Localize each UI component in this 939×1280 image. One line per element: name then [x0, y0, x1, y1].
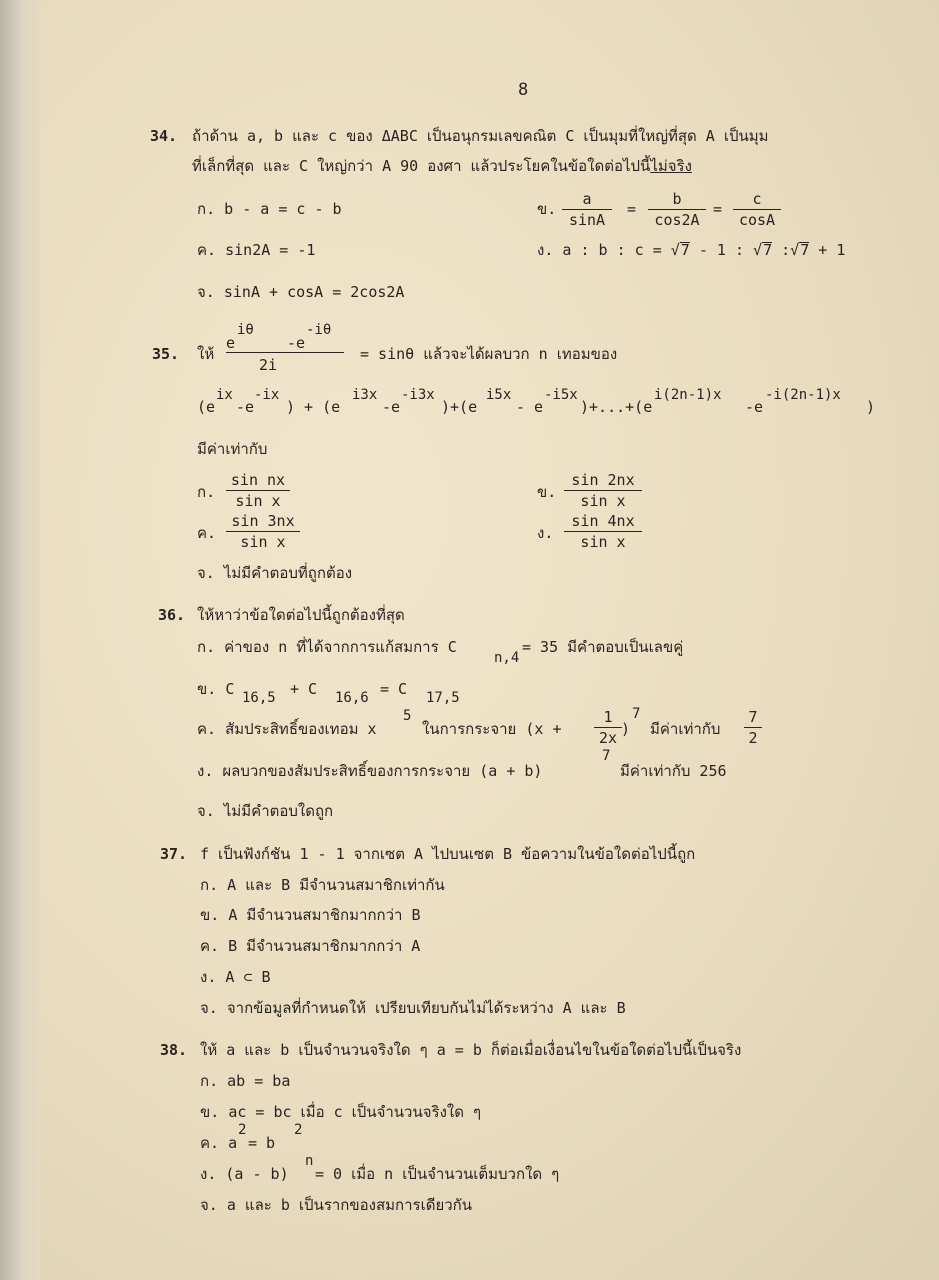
q34-stem-line1: ถ้าด้าน a, b และ c ของ ΔABC เป็นอนุกรมเลขคณิต C เป็นมุมที่ใหญ่ที่สุด A เป็นมุม	[192, 127, 769, 145]
q36-c-ans-den: 2	[748, 729, 758, 747]
page-number: 8	[518, 80, 529, 100]
q35-num-e1: e	[226, 334, 236, 352]
series-base: )+...+(e	[580, 398, 653, 416]
q36-option-c-frac	[594, 708, 622, 747]
q37-option-c: ค. B มีจำนวนสมาชิกมากกว่า A	[200, 937, 421, 955]
q38-option-c-sup1: 2	[238, 1122, 247, 1138]
q38-option-a: ก. ab = ba	[200, 1072, 291, 1090]
q36-option-b-sub3: 17,5	[426, 690, 460, 706]
q34-b-fraction-b	[648, 190, 706, 229]
q38-option-e: จ. a และ b เป็นรากของสมการเดียวกัน	[200, 1196, 472, 1214]
q35-option-b-label: ข.	[537, 483, 557, 501]
sqrt-icon: √	[753, 241, 763, 259]
q36-option-a-sub: n,4	[494, 650, 520, 666]
q35-option-d-fraction	[564, 512, 642, 551]
q35-option-e: จ. ไม่มีคำตอบที่ถูกต้อง	[197, 564, 353, 582]
q34-b-f3-den: cosA	[738, 211, 776, 229]
q38-stem: ให้ a และ b เป็นจำนวนจริงใด ๆ a = b ก็ต่อเมื่อเงื่อนไขในข้อใดต่อไปนี้เป็นจริง	[200, 1041, 742, 1059]
series-base: -e	[745, 398, 764, 416]
q36-option-b-pre: ข. C	[197, 680, 235, 698]
series-base: -e	[382, 398, 401, 416]
q34-d-radicand-1: 7	[680, 241, 690, 259]
q36-option-d-pre: ง. ผลบวกของสัมประสิทธิ์ของการกระจาย (a + b)	[197, 762, 543, 780]
q34-option-a: ก. b - a = c - b	[197, 200, 342, 218]
q36-option-c-exp: 7	[632, 706, 641, 722]
series-sup: i(2n-1)x	[654, 387, 722, 403]
q34-d-part2: :	[772, 241, 791, 259]
q37-option-b: ข. A มีจำนวนสมาชิกมากกว่า B	[200, 906, 421, 924]
page-sheet	[40, 0, 939, 1280]
q36-option-c-post: มีค่าเท่ากับ	[650, 720, 721, 738]
q35-option-c-fraction	[226, 512, 300, 551]
q36-stem: ให้หาว่าข้อใดต่อไปนี้ถูกต้องที่สุด	[197, 606, 405, 624]
q37-option-a: ก. A และ B มีจำนวนสมาชิกเท่ากัน	[200, 876, 445, 894]
q34-option-e: จ. sinA + cosA = 2cos2A	[197, 283, 405, 301]
q34-b-eq2: =	[713, 200, 723, 218]
series-sup: i5x	[486, 387, 512, 403]
q35-b-num: sin 2nx	[564, 471, 642, 491]
q38-option-c-mid: = b	[248, 1134, 276, 1152]
q34-stem-line2-text: ที่เล็กที่สุด และ C ใหญ่กว่า A 90 องศา แล้วประโยคในข้อใดต่อไปนี้	[192, 157, 651, 175]
q38-option-d-sup: n	[305, 1153, 314, 1169]
series-base: (e	[197, 398, 216, 416]
q35-equal-to: มีค่าเท่ากับ	[197, 440, 268, 458]
series-base: ) + (e	[286, 398, 341, 416]
q35-option-a-fraction	[226, 471, 290, 510]
q34-d-radicand-2: 7	[763, 241, 773, 259]
q36-c-frac-num: 1	[594, 708, 622, 728]
page-binding-edge	[0, 0, 40, 1280]
series-base: )	[866, 398, 876, 416]
q34-option-d	[537, 241, 845, 259]
q36-option-b-sub1: 16,5	[242, 690, 276, 706]
q35-option-d-label: ง.	[537, 524, 554, 542]
q35-a-num: sin nx	[226, 471, 290, 491]
q35-b-den: sin x	[580, 492, 626, 510]
series-base: -e	[236, 398, 255, 416]
q38-number: 38.	[160, 1041, 188, 1059]
q36-option-d-post: มีค่าเท่ากับ 256	[620, 762, 727, 780]
q36-option-d-sup: 7	[602, 748, 611, 764]
q36-option-c-answer	[744, 708, 762, 747]
q34-b-eq1: =	[627, 200, 637, 218]
series-sup: -i3x	[401, 387, 435, 403]
q38-option-b: ข. ac = bc เมื่อ c เป็นจำนวนจริงใด ๆ	[200, 1103, 482, 1121]
q37-option-d: ง. A ⊂ B	[200, 968, 271, 986]
q35-c-den: sin x	[240, 533, 286, 551]
q35-option-b-fraction	[564, 471, 642, 510]
q36-option-c-mid: ในการกระจาย (x +	[422, 720, 562, 738]
q35-option-a-label: ก.	[197, 483, 216, 501]
q34-number: 34.	[150, 127, 178, 145]
series-sup: i3x	[352, 387, 378, 403]
series-base: - e	[516, 398, 544, 416]
q34-b-f1-num: a	[562, 190, 612, 210]
q34-d-part3: + 1	[809, 241, 846, 259]
q34-b-fraction-a	[562, 190, 612, 229]
q34-stem-line2	[192, 157, 692, 175]
q34-d-radicand-3: 7	[800, 241, 810, 259]
series-sup: -i(2n-1)x	[765, 387, 841, 403]
q35-rhs: = sinθ แล้วจะได้ผลบวก n เทอมของ	[360, 345, 618, 363]
q36-c-frac-den: 2x	[598, 729, 618, 747]
q35-give: ให้	[197, 345, 215, 363]
q35-num-e2-sup: -iθ	[306, 322, 332, 338]
q36-option-c-close: )	[621, 720, 631, 738]
sqrt-icon: √	[790, 241, 800, 259]
q36-option-a-pre: ก. ค่าของ n ที่ได้จากการแก้สมการ C	[197, 638, 457, 656]
q35-option-c-label: ค.	[197, 524, 217, 542]
q36-option-b-eq: = C	[380, 680, 408, 698]
series-base: )+(e	[441, 398, 478, 416]
q37-number: 37.	[160, 845, 188, 863]
q35-a-den: sin x	[235, 492, 281, 510]
q35-den: 2i	[259, 356, 278, 374]
q38-option-d-pre: ง. (a - b)	[200, 1165, 289, 1183]
q35-d-den: sin x	[580, 533, 626, 551]
q34-not-true: ไม่จริง	[650, 157, 692, 175]
sqrt-icon: √	[670, 241, 680, 259]
q34-option-c: ค. sin2A = -1	[197, 241, 316, 259]
q34-b-f2-num: b	[648, 190, 706, 210]
q36-option-e: จ. ไม่มีคำตอบใดถูก	[197, 802, 334, 820]
q34-d-part1: - 1 :	[689, 241, 745, 259]
series-sup: ix	[216, 387, 233, 403]
q36-number: 36.	[158, 606, 186, 624]
q34-b-f2-den: cos2A	[654, 211, 700, 229]
q34-b-f1-den: sinA	[568, 211, 606, 229]
q36-option-a-post: = 35 มีคำตอบเป็นเลขคู่	[522, 638, 684, 656]
series-sup: -i5x	[544, 387, 578, 403]
q35-fraction-bar	[226, 352, 344, 353]
q35-num-e1-sup: iθ	[237, 322, 254, 338]
q34-b-f3-num: c	[733, 190, 781, 210]
q36-option-c-sup: 5	[403, 708, 412, 724]
q36-option-b-sub2: 16,6	[335, 690, 369, 706]
q35-d-num: sin 4nx	[564, 512, 642, 532]
q35-number: 35.	[152, 345, 180, 363]
q36-option-c-pre: ค. สัมประสิทธิ์ของเทอม x	[197, 720, 377, 738]
q38-option-c-sup2: 2	[294, 1122, 303, 1138]
q35-c-num: sin 3nx	[226, 512, 300, 532]
q34-b-fraction-c	[733, 190, 781, 229]
q38-option-d-post: = 0 เมื่อ n เป็นจำนวนเต็มบวกใด ๆ	[315, 1165, 560, 1183]
q34-d-prefix: ง. a : b : c =	[537, 241, 662, 259]
q37-stem: f เป็นฟังก์ชัน 1 - 1 จากเซต A ไปบนเซต B ข้อความในข้อใดต่อไปนี้ถูก	[200, 845, 696, 863]
q37-option-e: จ. จากข้อมูลที่กำหนดให้ เปรียบเทียบกันไม่ได้ระหว่าง A และ B	[200, 999, 626, 1017]
q36-c-ans-num: 7	[744, 708, 762, 728]
series-sup: -ix	[254, 387, 280, 403]
q36-option-b-mid: + C	[290, 680, 318, 698]
q38-option-c-pre: ค. a	[200, 1134, 238, 1152]
q35-num-e2: -e	[287, 334, 306, 352]
q34-option-b-label: ข.	[537, 200, 557, 218]
